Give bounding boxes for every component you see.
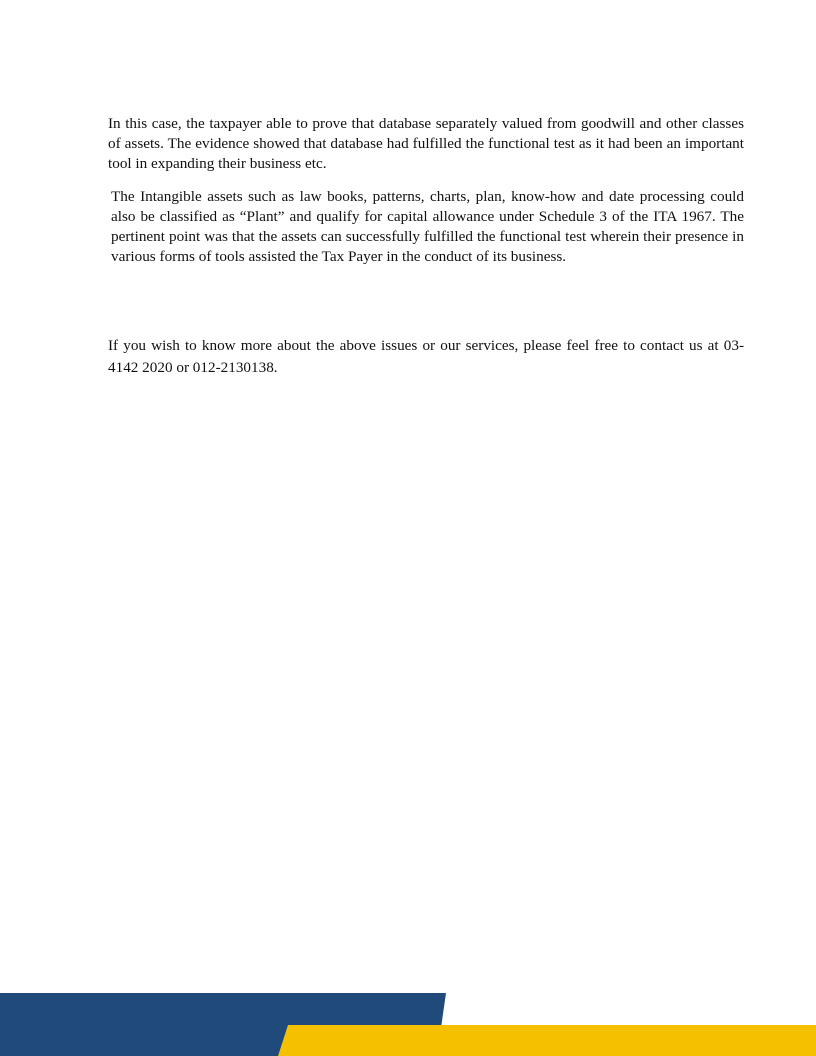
paragraph-contact-info: If you wish to know more about the above issues or our services, please feel free to contact us at 03-4142 2020 or 012-2130138. bbox=[108, 337, 744, 376]
paragraph-intangible-assets: The Intangible assets such as law books, patterns, charts, plan, know-how and date processing could also be classified as “Plant” and qualify for capital allowance under Schedule 3 of the ITA 1967. The pertinent point was that the assets can successfully fulfilled the functional test wherein their presence in various forms of tools assisted the Tax Payer in the conduct of its business. bbox=[111, 188, 744, 265]
footer-decoration bbox=[0, 990, 816, 1056]
footer-yellow-band bbox=[278, 1025, 816, 1056]
paragraph-database-case: In this case, the taxpayer able to prove that database separately valued from goodwill and other classes of assets. The evidence showed that database had fulfilled the functional test as it had been an important tool in expanding their business etc. bbox=[108, 115, 744, 172]
